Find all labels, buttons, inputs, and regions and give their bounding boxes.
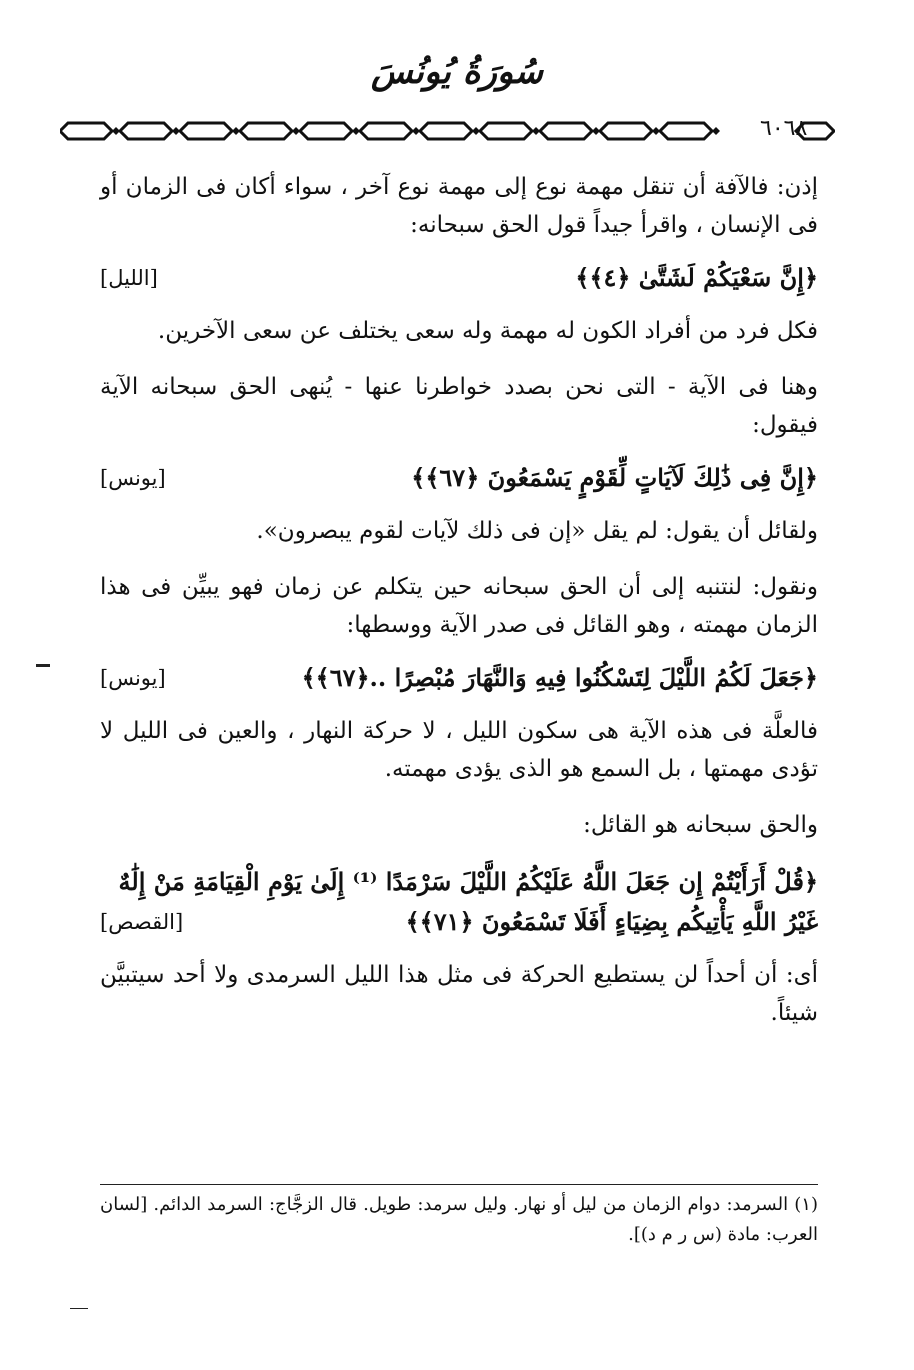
- paragraph: أى: أن أحداً لن يستطيع الحركة فى مثل هذا الليل السرمدى ولا أحد سيتبيَّن شيئاً.: [100, 962, 818, 1026]
- verse-text: غَيْرُ اللَّهِ يَأْتِيكُم بِضِيَاءٍ أَفَلَا تَسْمَعُونَ ﴿٧١﴾﴾: [405, 907, 818, 936]
- quran-verse: [100, 458, 818, 498]
- quran-verse: [100, 258, 818, 298]
- paragraph: فالعلَّة فى هذه الآية هى سكون الليل ، لا حركة النهار ، والعين فى الليل لا تؤدى مهمتها ، بل السمع هو الذى يؤدى مهمته.: [100, 718, 818, 782]
- page-body: [100, 168, 818, 1032]
- verse-text: ﴿إِنَّ فِى ذَٰلِكَ لَآيَاتٍ لِّقَوْمٍ يَسْمَعُونَ ﴿٦٧﴾﴾: [411, 463, 818, 492]
- paragraph: وهنا فى الآية - التى نحن بصدد خواطرنا عنها - يُنهى الحق سبحانه الآية فيقول:: [100, 374, 818, 438]
- verse-text: ﴿جَعَلَ لَكُمُ اللَّيْلَ لِتَسْكُنُوا فِيهِ وَالنَّهَارَ مُبْصِرًا ..﴿٦٧﴾﴾: [301, 663, 818, 692]
- surah-title: سُورَةُ يُونُسَ: [371, 52, 543, 92]
- scan-mark: [70, 1308, 88, 1309]
- header-ornament-border: [60, 118, 835, 144]
- quran-verse: [100, 902, 818, 942]
- page-number: ٦٠٦٨: [760, 116, 808, 141]
- footnote: (١) السرمد: دوام الزمان من ليل أو نهار. وليل سرمد: طويل. قال الزجَّاج: السرمد الدائم. [لسان العرب: مادة (س ر م د)].: [100, 1194, 818, 1245]
- quran-verse: [100, 658, 818, 698]
- paragraph: فكل فرد من أفراد الكون له مهمة وله سعى يختلف عن سعى الآخرين.: [157, 318, 818, 344]
- scan-mark: [36, 664, 50, 667]
- verse-reference: [يونس]: [100, 466, 166, 490]
- footnote-divider: [100, 1184, 818, 1185]
- paragraph: والحق سبحانه هو القائل:: [583, 812, 818, 838]
- verse-text: ﴿قُلْ أَرَأَيْتُمْ إِن جَعَلَ اللَّهُ عَلَيْكُمُ اللَّيْلَ سَرْمَدًا ⁽¹⁾ إِلَىٰ يَوْمِ الْقِيَامَةِ مَنْ إِلَٰهٌ: [118, 867, 818, 896]
- paragraph: إذن: فالآفة أن تنقل مهمة نوع إلى مهمة نوع آخر ، سواء أكان فى الزمان أو فى الإنسان ، واقرأ جيداً قول الحق سبحانه:: [100, 174, 818, 238]
- verse-reference: [يونس]: [100, 666, 166, 690]
- verse-text: ﴿إِنَّ سَعْيَكُمْ لَشَتَّىٰ ﴿٤﴾﴾: [575, 263, 818, 292]
- paragraph: ولقائل أن يقول: لم يقل «إن فى ذلك لآيات لقوم يبصرون».: [256, 518, 818, 544]
- verse-reference: [الليل]: [100, 266, 158, 290]
- paragraph: ونقول: لنتنبه إلى أن الحق سبحانه حين يتكلم عن زمان فهو يبيِّن فى هذا الزمان مهمته ، وهو القائل فى صدر الآية ووسطها:: [100, 574, 818, 638]
- verse-reference: [القصص]: [100, 910, 184, 934]
- quran-verse-line: [100, 862, 818, 902]
